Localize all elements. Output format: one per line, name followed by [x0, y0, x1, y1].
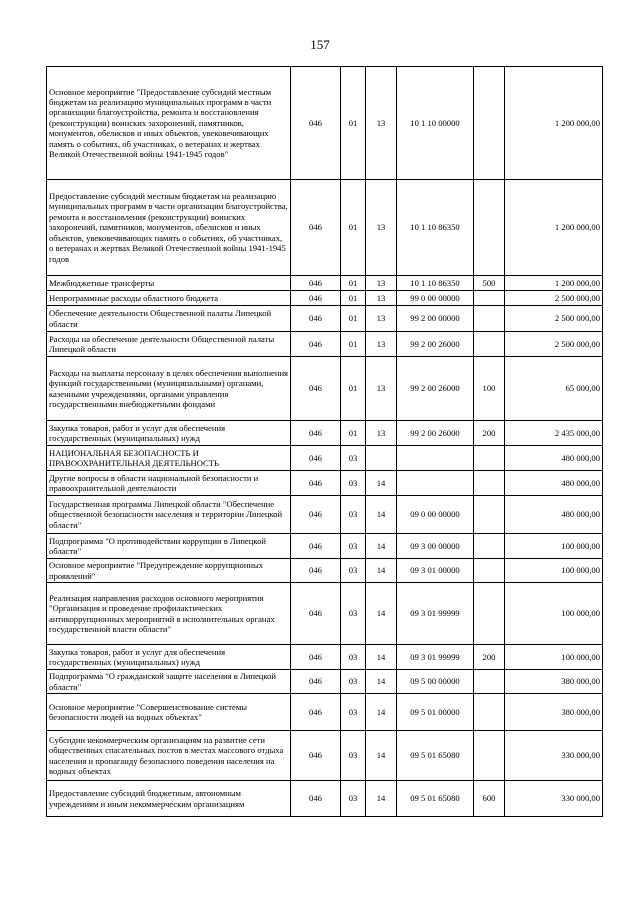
cell-target-article: 99 0 00 00000 [397, 291, 474, 306]
cell-ved: 046 [291, 670, 341, 694]
cell-expense-type: 200 [474, 421, 505, 446]
cell-subsection: 14 [366, 496, 397, 534]
cell-section: 03 [341, 781, 366, 817]
cell-amount: 1 200 000,00 [505, 180, 603, 276]
cell-ved: 046 [291, 559, 341, 583]
cell-subsection: 13 [366, 306, 397, 332]
table-row [47, 332, 603, 357]
table-row [47, 731, 603, 781]
table-row [47, 446, 603, 471]
cell-name: Предоставление субсидий бюджетным, автономным учреждениям и иным некоммерческим организациям [47, 781, 291, 817]
cell-target-article: 09 5 00 00000 [397, 670, 474, 694]
cell-expense-type [474, 534, 505, 559]
cell-subsection: 14 [366, 534, 397, 559]
cell-section: 03 [341, 446, 366, 471]
cell-ved: 046 [291, 583, 341, 645]
cell-expense-type [474, 583, 505, 645]
cell-amount: 2 435 000,00 [505, 421, 603, 446]
cell-name: Непрограммные расходы областного бюджета [47, 291, 291, 306]
cell-target-article: 09 3 01 00000 [397, 559, 474, 583]
cell-section: 01 [341, 276, 366, 291]
cell-ved: 046 [291, 731, 341, 781]
cell-section: 03 [341, 496, 366, 534]
cell-section: 01 [341, 306, 366, 332]
cell-section: 03 [341, 694, 366, 731]
cell-target-article: 99 2 00 26000 [397, 421, 474, 446]
cell-target-article: 99 2 00 26000 [397, 332, 474, 357]
cell-ved: 046 [291, 496, 341, 534]
cell-expense-type: 200 [474, 645, 505, 670]
cell-amount: 380 000,00 [505, 694, 603, 731]
cell-name: Обеспечение деятельности Общественной палаты Липецкой области [47, 306, 291, 332]
table-row [47, 357, 603, 421]
cell-target-article: 09 5 01 00000 [397, 694, 474, 731]
cell-target-article: 99 2 00 26000 [397, 357, 474, 421]
cell-subsection: 14 [366, 471, 397, 496]
cell-ved: 046 [291, 306, 341, 332]
cell-subsection: 14 [366, 583, 397, 645]
cell-name: Основное мероприятие "Совершенствование системы безопасности людей на водных объектах" [47, 694, 291, 731]
table-body [47, 67, 603, 817]
table-row [47, 67, 603, 180]
cell-ved: 046 [291, 645, 341, 670]
cell-section: 03 [341, 731, 366, 781]
cell-target-article: 09 5 01 65080 [397, 781, 474, 817]
cell-subsection: 13 [366, 67, 397, 180]
cell-section: 01 [341, 421, 366, 446]
cell-amount: 480 000,00 [505, 496, 603, 534]
cell-expense-type [474, 180, 505, 276]
cell-expense-type: 500 [474, 276, 505, 291]
cell-subsection [366, 446, 397, 471]
cell-section: 01 [341, 180, 366, 276]
cell-section: 01 [341, 291, 366, 306]
cell-name: Предоставление субсидий местным бюджетам на реализацию муниципальных программ в части организации благоустройства, ремонта и восстановления (реконструкции) воинских захоронений, памятников, монументов, обелисков и иных объектов, увековечивающих память о событиях, об участниках, о ветеранах и жертвах Великой Отечественной войны 1941-1945 годов [47, 180, 291, 276]
cell-name: Основное мероприятие "Предупреждение коррупционных проявлений" [47, 559, 291, 583]
cell-expense-type [474, 446, 505, 471]
cell-amount: 2 500 000,00 [505, 332, 603, 357]
cell-section: 03 [341, 559, 366, 583]
cell-ved: 046 [291, 534, 341, 559]
cell-target-article: 09 5 01 65080 [397, 731, 474, 781]
cell-subsection: 14 [366, 731, 397, 781]
cell-expense-type [474, 670, 505, 694]
cell-expense-type [474, 694, 505, 731]
cell-expense-type [474, 306, 505, 332]
cell-name: Основное мероприятие "Предоставление субсидий местным бюджетам на реализацию муниципальных программ в части организации благоустройства, ремонта и восстановления (реконструкции) воинских захоронений, памятников, монументов, обелисков и иных объектов, увековечивающих память о событиях, об участниках, о ветеранах и жертвах Великой Отечественной войны 1941-1945 годов" [47, 67, 291, 180]
cell-section: 01 [341, 332, 366, 357]
cell-amount: 480 000,00 [505, 471, 603, 496]
cell-expense-type: 600 [474, 781, 505, 817]
cell-subsection: 13 [366, 276, 397, 291]
cell-name: Субсидии некоммерческим организациям на развитие сети общественных спасательных постов в местах массового отдыха населения и пропаганду безопасного поведения населения на водных объектах [47, 731, 291, 781]
cell-ved: 046 [291, 471, 341, 496]
cell-subsection: 14 [366, 694, 397, 731]
cell-name: Межбюджетные трансферты [47, 276, 291, 291]
table-row [47, 781, 603, 817]
cell-ved: 046 [291, 276, 341, 291]
table-row [47, 559, 603, 583]
cell-amount: 100 000,00 [505, 645, 603, 670]
cell-name: Государственная программа Липецкой области "Обеспечение общественной безопасности населения и территории Липецкой области" [47, 496, 291, 534]
cell-expense-type [474, 731, 505, 781]
table-row [47, 276, 603, 291]
cell-ved: 046 [291, 291, 341, 306]
cell-target-article: 09 3 01 99999 [397, 645, 474, 670]
cell-amount: 480 000,00 [505, 446, 603, 471]
table-row [47, 421, 603, 446]
cell-subsection: 13 [366, 180, 397, 276]
cell-ved: 046 [291, 446, 341, 471]
cell-section: 03 [341, 471, 366, 496]
cell-amount: 2 500 000,00 [505, 291, 603, 306]
budget-table [46, 66, 603, 817]
cell-subsection: 13 [366, 421, 397, 446]
cell-name: Подпрограмма "О гражданской защите населения в Липецкой области" [47, 670, 291, 694]
cell-target-article: 09 3 01 99999 [397, 583, 474, 645]
page-number: 157 [310, 37, 330, 52]
cell-subsection: 14 [366, 645, 397, 670]
cell-amount: 330 000,00 [505, 781, 603, 817]
cell-expense-type [474, 67, 505, 180]
cell-target-article [397, 446, 474, 471]
cell-section: 03 [341, 645, 366, 670]
cell-name: Реализация направления расходов основного мероприятия "Организация и проведение профилактических антикоррупционных мероприятий в исполнительных органах государственной власти области" [47, 583, 291, 645]
cell-subsection: 14 [366, 559, 397, 583]
cell-ved: 046 [291, 421, 341, 446]
table-row [47, 534, 603, 559]
table-row [47, 645, 603, 670]
cell-subsection: 14 [366, 781, 397, 817]
cell-subsection: 13 [366, 332, 397, 357]
cell-name: НАЦИОНАЛЬНАЯ БЕЗОПАСНОСТЬ И ПРАВООХРАНИТЕЛЬНАЯ ДЕЯТЕЛЬНОСТЬ [47, 446, 291, 471]
cell-target-article: 10 1 10 00000 [397, 67, 474, 180]
cell-expense-type [474, 559, 505, 583]
cell-ved: 046 [291, 357, 341, 421]
cell-amount: 380 000,00 [505, 670, 603, 694]
table-row [47, 471, 603, 496]
cell-ved: 046 [291, 694, 341, 731]
cell-name: Подпрограмма "О противодействии коррупции в Липецкой области" [47, 534, 291, 559]
cell-name: Расходы на выплаты персоналу в целях обеспечения выполнения функций государственными (муниципальными) органами, казенными учреждениями, органами управления государственными внебюджетными фондами [47, 357, 291, 421]
cell-amount: 65 000,00 [505, 357, 603, 421]
cell-section: 01 [341, 67, 366, 180]
cell-expense-type [474, 496, 505, 534]
cell-amount: 1 200 000,00 [505, 67, 603, 180]
cell-expense-type: 100 [474, 357, 505, 421]
table-row [47, 694, 603, 731]
table-row [47, 670, 603, 694]
cell-amount: 100 000,00 [505, 559, 603, 583]
cell-name: Расходы на обеспечение деятельности Общественной палаты Липецкой области [47, 332, 291, 357]
cell-section: 03 [341, 583, 366, 645]
cell-subsection: 14 [366, 670, 397, 694]
table-row [47, 291, 603, 306]
cell-name: Закупка товаров, работ и услуг для обеспечения государственных (муниципальных) нужд [47, 645, 291, 670]
cell-subsection: 13 [366, 357, 397, 421]
cell-amount: 1 200 000,00 [505, 276, 603, 291]
cell-amount: 100 000,00 [505, 534, 603, 559]
cell-target-article: 10 1 10 86350 [397, 180, 474, 276]
cell-target-article [397, 471, 474, 496]
cell-expense-type [474, 291, 505, 306]
cell-ved: 046 [291, 180, 341, 276]
cell-section: 03 [341, 534, 366, 559]
cell-expense-type [474, 332, 505, 357]
table-row [47, 496, 603, 534]
cell-ved: 046 [291, 67, 341, 180]
table-row [47, 180, 603, 276]
cell-target-article: 09 0 00 00000 [397, 496, 474, 534]
cell-name: Другие вопросы в области национальной безопасности и правоохранительной деятельности [47, 471, 291, 496]
cell-target-article: 10 1 10 86350 [397, 276, 474, 291]
cell-target-article: 09 3 00 00000 [397, 534, 474, 559]
cell-target-article: 99 2 00 00000 [397, 306, 474, 332]
table-row [47, 583, 603, 645]
table-row [47, 306, 603, 332]
cell-amount: 330 000,00 [505, 731, 603, 781]
cell-amount: 100 000,00 [505, 583, 603, 645]
cell-section: 01 [341, 357, 366, 421]
cell-section: 03 [341, 670, 366, 694]
cell-ved: 046 [291, 332, 341, 357]
cell-amount: 2 500 000,00 [505, 306, 603, 332]
cell-name: Закупка товаров, работ и услуг для обеспечения государственных (муниципальных) нужд [47, 421, 291, 446]
cell-expense-type [474, 471, 505, 496]
cell-ved: 046 [291, 781, 341, 817]
cell-subsection: 13 [366, 291, 397, 306]
